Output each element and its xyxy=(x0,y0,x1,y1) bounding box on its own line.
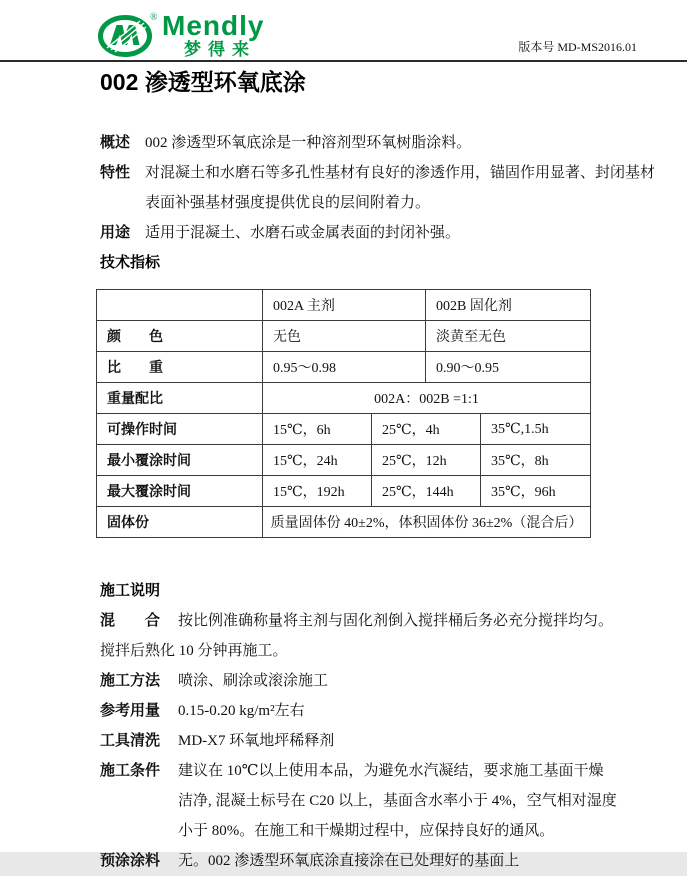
min-recoat-35c: 35℃，8h xyxy=(491,454,549,469)
construction-item-conditions xyxy=(100,756,660,846)
mixing-text: 按比例准确称量将主剂与固化剂倒入搅拌桶后务必充分搅拌均匀。 xyxy=(178,613,614,629)
table-row-solids xyxy=(97,507,590,537)
intro-text-overview: 002 渗透型环氧底涂是一种溶剂型环氧树脂涂料。 xyxy=(145,135,472,151)
intro-label-uses: 用途 xyxy=(100,224,131,241)
construction-section xyxy=(100,576,660,876)
intro-item-features xyxy=(100,158,660,218)
intro-text-uses: 适用于混凝土、水磨石或金属表面的封闭补强。 xyxy=(145,225,461,241)
dosage-label: 参考用量 xyxy=(100,702,161,719)
registered-mark: ® xyxy=(150,12,158,23)
intro-text-features: 对混凝土和水磨石等多孔性基材有良好的渗透作用，锚固作用显著、封闭基材表面补强基材强度提供优良的层间附着力。 xyxy=(145,165,656,211)
header-cell-002a: 002A 主剂 xyxy=(263,290,426,320)
method-text: 喷涂、刷涂或滚涂施工 xyxy=(178,673,329,689)
precoat-text: 无。002 渗透型环氧底涂直接涂在已处理好的基面上 xyxy=(178,853,520,869)
brand-logo-text xyxy=(162,8,264,58)
color-002a: 无色 xyxy=(263,321,426,351)
cleaning-label: 工具清洗 xyxy=(100,732,161,749)
table-row-ratio xyxy=(97,383,590,414)
mixing-label: 混 合 xyxy=(100,612,161,629)
conditions-text xyxy=(178,756,660,846)
brand-logo xyxy=(98,8,264,58)
conditions-line-2: 洁净, 混凝土标号在 C20 以上，基面含水率小于 4%，空气相对湿度 xyxy=(178,793,617,809)
table-row-pot-life xyxy=(97,414,590,445)
pot-life-25c: 25℃，4h xyxy=(372,414,481,444)
header-cell-empty xyxy=(97,290,263,320)
row-label-pot-life: 可操作时间 xyxy=(97,414,263,444)
page-title: 002 渗透型环氧底涂 xyxy=(100,69,306,95)
construction-item-dosage xyxy=(100,696,660,726)
table-row-header xyxy=(97,290,590,321)
brand-logo-icon xyxy=(98,8,160,58)
max-recoat-15c: 15℃，192h xyxy=(263,476,372,506)
conditions-label: 施工条件 xyxy=(100,762,161,779)
method-label: 施工方法 xyxy=(100,672,161,689)
brand-name: Mendly xyxy=(162,10,265,41)
conditions-line-1: 建议在 10℃以上使用本品，为避免水汽凝结，要求施工基面干燥 xyxy=(178,763,604,779)
intro-item-overview xyxy=(100,128,660,158)
row-label-min-recoat: 最小覆涂时间 xyxy=(97,445,263,475)
gravity-002a: 0.95～0.98 xyxy=(263,352,426,382)
max-recoat-25c: 25℃，144h xyxy=(372,476,481,506)
gravity-002b: 0.90～0.95 xyxy=(436,361,499,376)
table-row-color xyxy=(97,321,590,352)
max-recoat-35c: 35℃，96h xyxy=(491,485,556,500)
construction-item-mixing xyxy=(100,606,660,636)
table-row-min-recoat xyxy=(97,445,590,476)
page-header xyxy=(0,0,687,60)
ratio-value: 002A：002B =1:1 xyxy=(374,392,479,407)
spec-table xyxy=(96,289,591,538)
construction-heading: 施工说明 xyxy=(100,582,161,599)
tech-spec-heading: 技术指标 xyxy=(100,254,161,271)
table-row-gravity xyxy=(97,352,590,383)
document-body xyxy=(100,62,660,876)
row-label-max-recoat: 最大覆涂时间 xyxy=(97,476,263,506)
row-label-color: 颜 色 xyxy=(97,321,263,351)
conditions-line-3: 小于 80%。在施工和干燥期过程中，应保持良好的通风。 xyxy=(178,823,555,839)
row-label-solids: 固体份 xyxy=(97,507,263,537)
precoat-label: 预涂涂料 xyxy=(100,852,161,869)
min-recoat-15c: 15℃，24h xyxy=(263,445,372,475)
intro-label-features: 特性 xyxy=(100,164,131,181)
brand-name-cn: 梦得来 xyxy=(184,40,256,59)
cleaning-text: MD-X7 环氧地坪稀释剂 xyxy=(178,733,335,749)
version-label: 版本号 MD-MS2016.01 xyxy=(518,40,637,54)
color-002b: 淡黄至无色 xyxy=(436,330,506,345)
construction-item-precoat xyxy=(100,846,660,876)
table-row-max-recoat xyxy=(97,476,590,507)
intro-item-uses xyxy=(100,218,660,248)
header-cell-002b: 002B 固化剂 xyxy=(436,299,512,314)
pot-life-35c: 35℃,1.5h xyxy=(491,421,549,437)
pot-life-15c: 15℃，6h xyxy=(263,414,372,444)
construction-item-method xyxy=(100,666,660,696)
solids-value: 质量固体份 40±2%，体积固体份 36±2%（混合后） xyxy=(270,516,583,531)
intro-section xyxy=(100,128,660,278)
intro-label-overview: 概述 xyxy=(100,134,131,151)
construction-item-cleaning xyxy=(100,726,660,756)
row-label-gravity: 比 重 xyxy=(97,352,263,382)
mixing-extra-note: 搅拌后熟化 10 分钟再施工。 xyxy=(100,643,288,659)
dosage-text: 0.15-0.20 kg/m²左右 xyxy=(178,703,305,719)
min-recoat-25c: 25℃，12h xyxy=(372,445,481,475)
row-label-ratio: 重量配比 xyxy=(97,383,263,413)
